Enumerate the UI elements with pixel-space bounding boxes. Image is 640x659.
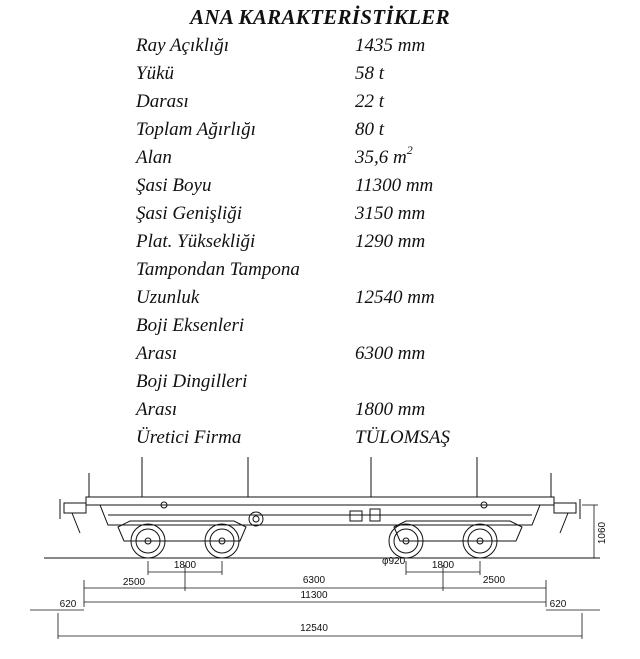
spec-label: Şasi Genişliği xyxy=(136,203,243,224)
spec-label: Arası xyxy=(136,343,178,364)
overhang-right-label: 2500 xyxy=(482,575,506,586)
spec-value: 80 t xyxy=(355,119,385,140)
spec-label: Yükü xyxy=(136,63,174,84)
spec-table xyxy=(136,32,556,452)
spec-value: 22 t xyxy=(355,91,385,112)
buffers xyxy=(60,499,580,533)
overhang-left-label: 2500 xyxy=(122,577,146,588)
spec-label: Plat. Yüksekliği xyxy=(136,231,256,252)
axle-distance-right-label: 1800 xyxy=(431,560,455,571)
spec-value: 3150 mm xyxy=(355,203,426,224)
page-title: ANA KARAKTERİSTİKLER xyxy=(190,5,450,29)
spec-label: Toplam Ağırlığı xyxy=(136,119,256,140)
bogie-right xyxy=(389,521,522,558)
bogie-left xyxy=(118,521,246,558)
spec-label: Üretici Firma xyxy=(136,427,242,448)
spec-label: Şasi Boyu xyxy=(136,175,212,196)
spec-label: Arası xyxy=(136,399,178,420)
chassis-frame xyxy=(86,497,554,526)
buffer-overhang-right-label: 620 xyxy=(549,599,567,610)
spec-row xyxy=(136,116,556,144)
total-length-label: 12540 xyxy=(300,623,328,634)
spec-value: 1435 mm xyxy=(355,35,426,56)
axle-distance-left-label: 1800 xyxy=(173,560,197,571)
spec-value: TÜLOMSAŞ xyxy=(355,427,451,448)
bogie-centers-label: 6300 xyxy=(302,575,326,586)
spec-value: 58 t xyxy=(355,63,385,84)
spec-row xyxy=(136,144,556,172)
spec-value: 6300 mm xyxy=(355,343,426,364)
spec-row xyxy=(136,368,556,396)
wagon-technical-drawing xyxy=(0,455,640,659)
spec-label: Boji Eksenleri xyxy=(136,315,245,336)
spec-label: Darası xyxy=(136,91,189,112)
spec-value: 11300 mm xyxy=(355,175,434,196)
spec-label: Boji Dingilleri xyxy=(136,371,248,392)
spec-value-area xyxy=(355,144,413,172)
spec-value: 1290 mm xyxy=(355,231,426,252)
spec-label: Ray Açıklığı xyxy=(136,35,230,56)
spec-row xyxy=(136,284,556,312)
spec-value: 1800 mm xyxy=(355,399,426,420)
spec-row xyxy=(136,200,556,228)
spec-row xyxy=(136,228,556,256)
spec-row xyxy=(136,396,556,424)
spec-row xyxy=(136,60,556,88)
stake-posts xyxy=(89,457,551,497)
spec-value: 12540 mm xyxy=(355,287,435,308)
spec-row xyxy=(136,340,556,368)
wheel-diameter-label: φ920 xyxy=(382,556,406,567)
spec-label: Alan xyxy=(136,147,172,168)
spec-value-superscript: 2 xyxy=(406,142,413,157)
spec-row xyxy=(136,312,556,340)
spec-row xyxy=(136,88,556,116)
spec-row xyxy=(136,172,556,200)
buffer-overhang-left-label: 620 xyxy=(59,599,77,610)
spec-row xyxy=(136,424,556,452)
spec-row xyxy=(136,256,556,284)
spec-label: Tampondan Tampona xyxy=(136,259,300,280)
height-dimension xyxy=(582,505,598,558)
spec-row xyxy=(136,32,556,60)
height-dimension-label: 1060 xyxy=(597,521,608,545)
spec-label: Uzunluk xyxy=(136,287,200,308)
chassis-length-label: 11300 xyxy=(300,590,328,601)
spec-value: 35,6 m xyxy=(355,147,407,168)
